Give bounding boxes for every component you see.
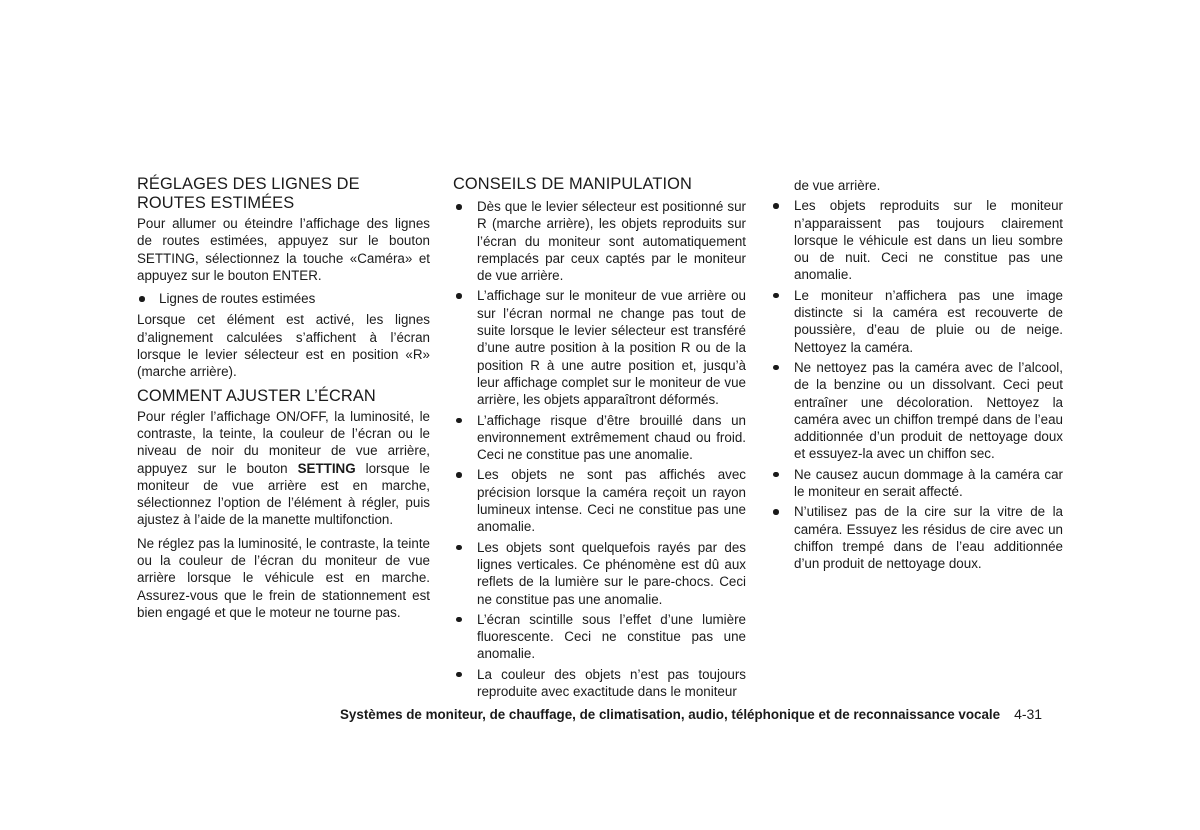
heading-handling-tips: CONSEILS DE MANIPULATION bbox=[453, 175, 692, 193]
column-middle bbox=[453, 175, 746, 703]
setting-button-label: SETTING bbox=[297, 460, 356, 476]
heading-estimated-route-lines: RÉGLAGES DES LIGNES DE ROUTES ESTIMÉES bbox=[137, 175, 360, 212]
paragraph-adjust-warning: Ne réglez pas la luminosité, le contraste, la teinte ou la couleur de l’écran du moniteur de vue arrière lorsque le véhicule est en marche. Assurez-vous que le frein de stationnement est bien engagé et que le moteur ne tourne pas. bbox=[137, 535, 430, 620]
list-item: L’affichage sur le moniteur de vue arrière ou sur l’écran normal ne change pas tout de suite lorsque le levier sélecteur est transféré d’une autre position à la position R ou de la position R à une autre position et, jusqu’à leur affichage complet sur le moniteur de vue arrière, les objets apparaîtront déformés. bbox=[453, 287, 746, 408]
bullet-list-route-settings bbox=[137, 290, 430, 307]
column-left bbox=[137, 175, 430, 627]
column-right bbox=[770, 177, 1063, 576]
page-footer bbox=[340, 706, 1042, 723]
list-item: Le moniteur n’affichera pas une image distincte si la caméra est recouverte de poussière, d’eau de pluie ou de neige. Nettoyez la caméra. bbox=[770, 287, 1063, 356]
list-item: Dès que le levier sélecteur est positionné sur R (marche arrière), les objets reproduits sur l’écran du moniteur sont automatiquement remplacés par ceux captés par le moniteur de vue arrière. bbox=[453, 198, 746, 284]
list-item: L’affichage risque d’être brouillé dans un environnement extrêmement chaud ou froid. Ceci ne constitue pas une anomalie. bbox=[453, 412, 746, 464]
list-item: Les objets reproduits sur le moniteur n’apparaissent pas toujours clairement lorsque le véhicule est dans un lieu sombre ou de nuit. Ceci ne constitue pas une anomalie. bbox=[770, 197, 1063, 283]
list-item-continuation: de vue arrière. bbox=[794, 178, 881, 193]
bullet-list-handling-tips-continued bbox=[770, 197, 1063, 572]
paragraph-toggle-route-lines: Pour allumer ou éteindre l’affichage des lignes de routes estimées, appuyez sur le bouton SETTING, sélectionnez la touche «Caméra» et appuyez sur le bouton ENTER. bbox=[137, 216, 430, 283]
list-item: L’écran scintille sous l’effet d’une lumière fluorescente. Ceci ne constitue pas une anomalie. bbox=[453, 611, 746, 663]
page-number: 4-31 bbox=[1014, 706, 1043, 722]
list-item: La couleur des objets n’est pas toujours reproduite avec exactitude dans le moniteur bbox=[453, 666, 746, 701]
list-item: Lignes de routes estimées bbox=[137, 290, 430, 307]
list-item: Les objets ne sont pas affichés avec précision lorsque la caméra reçoit un rayon lumineux intense. Ceci ne constitue pas une anomalie. bbox=[453, 466, 746, 535]
heading-adjust-screen: COMMENT AJUSTER L’ÉCRAN bbox=[137, 386, 376, 405]
list-item: Les objets sont quelquefois rayés par des lignes verticales. Ce phénomène est dû aux reflets de la lumière sur le pare-chocs. Ceci ne constitue pas une anomalie. bbox=[453, 539, 746, 608]
footer-section-title: Systèmes de moniteur, de chauffage, de climatisation, audio, téléphonique et de reconnaissance vocale bbox=[340, 707, 1001, 722]
text-fragment: Pour régler l’affichage ON/OFF, la luminosité, le contraste, la teinte, la couleur de l’écran ou le niveau de noir du moniteur de vue arrière, appuyez sur le bouton bbox=[137, 408, 430, 476]
text-fragment: lorsque le moniteur de vue arrière est en marche, sélectionnez l’option de l’élément à régler, puis ajustez à l’aide de la manette multifonction. bbox=[137, 460, 430, 528]
list-item: N’utilisez pas de la cire sur la vitre de la caméra. Essuyez les résidus de cire avec un chiffon trempé dans de l’eau additionnée d’un produit de nettoyage doux. bbox=[770, 503, 1063, 572]
list-item: Ne nettoyez pas la caméra avec de l’alcool, de la benzine ou un dissolvant. Ceci peut entraîner une décoloration. Nettoyez la caméra avec un chiffon trempé dans de l’eau additionnée d’un produit de nettoyage doux et essuyez-la avec un chiffon sec. bbox=[770, 359, 1063, 463]
paragraph-alignment-lines: Lorsque cet élément est activé, les lignes d’alignement calculées s’affichent à l’écran lorsque le levier sélecteur est en position «R» (marche arrière). bbox=[137, 312, 430, 380]
bullet-list-handling-tips bbox=[453, 198, 746, 700]
list-item: Ne causez aucun dommage à la caméra car le moniteur en serait affecté. bbox=[770, 466, 1063, 501]
paragraph-adjust-display bbox=[137, 408, 430, 529]
